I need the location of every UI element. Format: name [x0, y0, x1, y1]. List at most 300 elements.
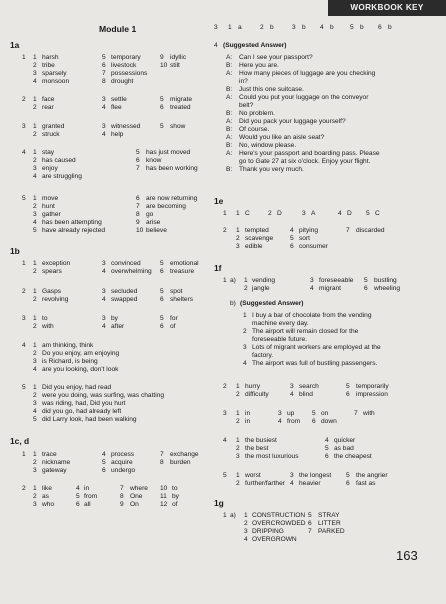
- ex-1f-4-cell: the busiest: [245, 437, 277, 444]
- ex-1f-1-number: 1: [223, 277, 227, 284]
- ex-1f-4-cell: 1: [236, 437, 240, 444]
- ex-1f-1b-item-text: factory.: [252, 352, 274, 359]
- ex-1a-2-cell: 6: [160, 104, 164, 111]
- ex-1b-2-cell: 3: [102, 288, 106, 295]
- ex-1a-5-cell: 4: [33, 219, 37, 226]
- dialogue-speaker: A:: [226, 54, 233, 61]
- ex-1a-2-number: 2: [22, 96, 26, 103]
- ex-1a-1-cell: stilt: [170, 62, 180, 69]
- ex-1cd-1-cell: 4: [102, 451, 106, 458]
- dialogue-line: Can I see your passport?: [239, 54, 313, 61]
- ex-1cd-1-number: 1: [22, 451, 26, 458]
- ex-1a-3-cell: help: [111, 131, 124, 138]
- ex-1f-5-cell: the angrier: [356, 472, 388, 479]
- ex-1f-5-number: 5: [223, 472, 227, 479]
- ex-1b-5-cell: 5: [33, 416, 37, 423]
- ex-1a-5-cell: 2: [33, 203, 37, 210]
- ex-1f-3-cell: in: [245, 418, 251, 425]
- dialogue-line: Here you are.: [239, 62, 279, 69]
- ex-1b-2-cell: 1: [33, 288, 37, 295]
- ex-1a-1-cell: possessions: [111, 70, 148, 77]
- ex-1f-1a-part: a): [230, 277, 236, 284]
- ex-1b-2-cell: secluded: [111, 288, 138, 295]
- ex-1a-2-cell: 2: [33, 104, 37, 111]
- ex-1a-1-cell: monsoon: [42, 78, 70, 85]
- ex-1f-1b-item-number: 3: [243, 344, 247, 351]
- ex-1a-2-cell: 4: [102, 104, 106, 111]
- ex-1cd-2-cell: to: [172, 485, 178, 492]
- ex-right-3-cell: b: [270, 24, 274, 31]
- ex-1b-1-cell: emotional: [170, 260, 199, 267]
- ex-1cd-2-cell: 5: [76, 493, 80, 500]
- ex-1a-5-cell: 8: [136, 211, 140, 218]
- ex-1cd-1-cell: 8: [160, 459, 164, 466]
- ex-1f-1a-cell: 5: [364, 277, 368, 284]
- ex-1cd-2-cell: of: [172, 501, 178, 508]
- ex-1cd-1-cell: acquire: [111, 459, 133, 466]
- ex-1a-1-number: 1: [22, 54, 26, 61]
- ex-right-3-cell: b: [302, 24, 306, 31]
- ex-1cd-2-cell: 1: [33, 485, 37, 492]
- ex-1e-2-cell: scavenge: [245, 235, 274, 242]
- ex-1f-2-cell: blind: [299, 391, 313, 398]
- ex-1a-2-cell: migrate: [170, 96, 192, 103]
- ex-1cd-1-cell: burden: [170, 459, 191, 466]
- ex-1f-4-cell: the most luxurious: [245, 453, 299, 460]
- ex-right-4-heading: (Suggested Answer): [223, 42, 287, 49]
- ex-1b-5-cell: 1: [33, 384, 37, 391]
- ex-1f-3-cell: 7: [354, 410, 358, 417]
- ex-1a-2-cell: 3: [102, 96, 106, 103]
- ex-1cd-2-cell: from: [84, 493, 98, 500]
- ex-1b-1-cell: 2: [33, 268, 37, 275]
- ex-1b-3-cell: 4: [102, 323, 106, 330]
- ex-1g-1-cell: 5: [308, 512, 312, 519]
- ex-1f-4-cell: 6: [325, 453, 329, 460]
- ex-1e-2-cell: tempted: [245, 227, 269, 234]
- ex-1b-3-cell: for: [170, 315, 178, 322]
- ex-1f-1b-item-text: The airport was full of bustling passengers.: [252, 360, 378, 367]
- ex-1f-2-cell: 6: [346, 391, 350, 398]
- ex-1f-5-cell: 3: [290, 472, 294, 479]
- ex-1b-3-cell: with: [42, 323, 54, 330]
- ex-right-3-cell: a: [238, 24, 242, 31]
- dialogue-speaker: A:: [226, 118, 233, 125]
- ex-1a-4-cell: 6: [136, 157, 140, 164]
- ex-1a-2-cell: face: [42, 96, 55, 103]
- ex-1a-1-cell: 1: [33, 54, 37, 61]
- ex-right-3-cell: 4: [320, 24, 324, 31]
- ex-1b-5-cell: did Larry look, had been walking: [42, 416, 137, 423]
- ex-1a-5-cell: 1: [33, 195, 37, 202]
- ex-right-3-cell: 1: [228, 24, 232, 31]
- ex-right-3-cell: b: [330, 24, 334, 31]
- ex-1a-4-cell: has caused: [42, 157, 76, 164]
- ex-1f-3-cell: on: [321, 410, 329, 417]
- ex-1b-4-cell: is Richard, is being: [42, 358, 98, 365]
- ex-1a-3-cell: 4: [102, 131, 106, 138]
- ex-1a-4-cell: know: [146, 157, 162, 164]
- ex-1f-3-cell: 1: [236, 410, 240, 417]
- ex-1b-2-cell: 2: [33, 296, 37, 303]
- ex-1a-3-number: 3: [22, 123, 26, 130]
- ex-1a-2-cell: settle: [111, 96, 127, 103]
- ex-1cd-1-cell: 6: [102, 467, 106, 474]
- ex-1f-5-cell: further/farther: [245, 480, 285, 487]
- ex-1a-5-cell: 7: [136, 203, 140, 210]
- ex-1b-1-cell: spears: [42, 268, 62, 275]
- ex-1g-1-cell: LITTER: [318, 520, 341, 527]
- ex-1b-1-cell: 5: [160, 260, 164, 267]
- dialogue-line: in?: [239, 78, 248, 85]
- ex-1b-4-cell: Do you enjoy, am enjoying: [42, 350, 120, 357]
- ex-1f-2-cell: 1: [236, 383, 240, 390]
- dialogue-speaker: A:: [226, 94, 233, 101]
- ex-1a-3-cell: granted: [42, 123, 65, 130]
- ex-1a-5-cell: hunt: [42, 203, 55, 210]
- ex-1a-1-cell: sparsely: [42, 70, 67, 77]
- dialogue-speaker: B:: [226, 142, 233, 149]
- ex-1b-5-cell: Did you enjoy, had read: [42, 384, 112, 391]
- ex-1cd-2-cell: One: [130, 493, 143, 500]
- ex-1f-2-cell: difficulty: [245, 391, 269, 398]
- ex-1cd-2-cell: On: [130, 501, 139, 508]
- ex-1b-4-cell: 3: [33, 358, 37, 365]
- ex-1a-4-cell: 7: [136, 165, 140, 172]
- ex-1b-1-cell: 4: [102, 268, 106, 275]
- ex-1f-1b-item-text: foreseeable future.: [252, 336, 307, 343]
- dialogue-line: Of course.: [239, 126, 270, 133]
- ex-1g-1-cell: 1: [244, 512, 248, 519]
- ex-1b-2-cell: 5: [160, 288, 164, 295]
- ex-1cd-2-cell: where: [130, 485, 148, 492]
- ex-1b-3-number: 3: [22, 315, 26, 322]
- ex-1b-1-cell: 3: [102, 260, 106, 267]
- ex-1f-4-number: 4: [223, 437, 227, 444]
- ex-1g-1-cell: OVERGROWN: [252, 536, 297, 543]
- ex-1e-2-cell: 2: [236, 235, 240, 242]
- ex-1f-5-cell: fast as: [356, 480, 376, 487]
- ex-1g-1-cell: 4: [244, 536, 248, 543]
- ex-1g-1-cell: CONSTRUCTION: [252, 512, 306, 519]
- ex-1a-5-cell: has been attempting: [42, 219, 102, 226]
- ex-1b-2-cell: spot: [170, 288, 183, 295]
- dialogue-speaker: B:: [226, 110, 233, 117]
- ex-1f-1a-cell: 6: [364, 285, 368, 292]
- dialogue-line: Did you pack your luggage yourself?: [239, 118, 346, 125]
- ex-1a-1-cell: 2: [33, 62, 37, 69]
- ex-1a-4-cell: stay: [42, 149, 55, 156]
- ex-1a-5-cell: 10: [136, 227, 144, 234]
- ex-1f-5-cell: worst: [245, 472, 261, 479]
- ex-1a-1-cell: 5: [102, 54, 106, 61]
- ex-1f-3-cell: 6: [312, 418, 316, 425]
- ex-1f-3-number: 3: [223, 410, 227, 417]
- ex-1e-1-cell: C: [375, 210, 380, 217]
- ex-1b-3-cell: 2: [33, 323, 37, 330]
- ex-1a-5-cell: move: [42, 195, 59, 202]
- ex-1e-2-number: 2: [223, 227, 227, 234]
- ex-1a-5-number: 5: [22, 195, 26, 202]
- ex-1cd-2-cell: 4: [76, 485, 80, 492]
- ex-1f-1b-item-text: machine every day.: [252, 320, 309, 327]
- ex-1cd-2-cell: as: [42, 493, 49, 500]
- ex-1f-2-cell: 3: [290, 383, 294, 390]
- ex-1b-4-cell: 4: [33, 366, 37, 373]
- ex-1f-1b-item-text: I buy a bar of chocolate from the vending: [252, 312, 372, 319]
- ex-1a-4-cell: 2: [33, 157, 37, 164]
- ex-right-3-cell: 2: [260, 24, 264, 31]
- dialogue-speaker: B:: [226, 166, 233, 173]
- ex-1a-4-cell: 3: [33, 165, 37, 172]
- ex-1f-1b-item-text: Lots of migrant workers are employed at the: [252, 344, 381, 351]
- ex-1b-4-cell: 2: [33, 350, 37, 357]
- ex-1b-1-cell: treasure: [170, 268, 195, 275]
- ex-1f-1a-cell: 1: [244, 277, 248, 284]
- ex-1g-1-part: a): [230, 512, 236, 519]
- ex-1a-4-number: 4: [22, 149, 26, 156]
- ex-1g-1-cell: DRIPPING: [252, 528, 284, 535]
- dialogue-line: go to Gate 27 at six o'clock. Enjoy your flight.: [239, 158, 371, 165]
- dialogue-speaker: A:: [226, 70, 233, 77]
- ex-1a-1-cell: 7: [102, 70, 106, 77]
- ex-1e-2-cell: sort: [299, 235, 310, 242]
- ex-1cd-2-cell: 2: [33, 493, 37, 500]
- ex-right-3-number: 3: [214, 24, 218, 31]
- ex-right-3-cell: 3: [292, 24, 296, 31]
- ex-1g-1-cell: OVERCROWDED: [252, 520, 306, 527]
- ex-1f-1a-cell: bustling: [374, 277, 397, 284]
- ex-1b-5-cell: was riding, had, Did you hurt: [42, 400, 126, 407]
- ex-1a-4-cell: 5: [136, 149, 140, 156]
- ex-1a-3-cell: 3: [102, 123, 106, 130]
- ex-1b-4-number: 4: [22, 342, 26, 349]
- ex-1f-1b-item-number: 2: [243, 328, 247, 335]
- ex-1b-5-cell: 3: [33, 400, 37, 407]
- ex-1b-2-cell: Gasps: [42, 288, 62, 295]
- ex-1a-1-cell: harsh: [42, 54, 59, 61]
- ex-1f-5-cell: 6: [346, 480, 350, 487]
- ex-1e-2-cell: discarded: [356, 227, 385, 234]
- ex-1f-1a-cell: 2: [244, 285, 248, 292]
- ex-1g-1-cell: STRAY: [318, 512, 340, 519]
- ex-1cd-1-cell: 1: [33, 451, 37, 458]
- ex-1b-3-cell: 5: [160, 315, 164, 322]
- ex-1f-1b-heading: (Suggested Answer): [240, 300, 304, 307]
- ex-1a-4-cell: are struggling: [42, 173, 82, 180]
- ex-1b-1-cell: convinced: [111, 260, 141, 267]
- ex-1b-3-cell: of: [170, 323, 176, 330]
- ex-1cd-1-cell: nickname: [42, 459, 71, 466]
- ex-1e-2-cell: 4: [290, 227, 294, 234]
- ex-1f-3-cell: up: [287, 410, 295, 417]
- ex-1f-3-cell: 3: [278, 410, 282, 417]
- ex-right-3-cell: 6: [378, 24, 382, 31]
- ex-1cd-2-cell: by: [172, 493, 179, 500]
- ex-1f-4-cell: 3: [236, 453, 240, 460]
- ex-1a-5-cell: 6: [136, 195, 140, 202]
- ex-1f-1b-part: b): [230, 300, 236, 307]
- ex-1cd-2-cell: in: [84, 485, 90, 492]
- ex-1a-1-cell: temporary: [111, 54, 141, 61]
- ex-1e-1-cell: D: [277, 210, 282, 217]
- dialogue-speaker: A:: [226, 134, 233, 141]
- ex-1f-4-cell: 4: [325, 437, 329, 444]
- ex-1a-1-cell: drought: [111, 78, 134, 85]
- ex-1a-3-cell: struck: [42, 131, 60, 138]
- ex-1e-2-cell: 6: [290, 243, 294, 250]
- ex-1e-1-cell: 1: [236, 210, 240, 217]
- ex-1b-5-number: 5: [22, 384, 26, 391]
- ex-1a-1-cell: tribe: [42, 62, 55, 69]
- ex-1f-1a-cell: vending: [252, 277, 276, 284]
- ex-1f-1a-cell: migrant: [319, 285, 341, 292]
- ex-1cd-1-cell: 3: [33, 467, 37, 474]
- ex-1a-5-cell: believe: [146, 227, 167, 234]
- ex-1b-3-cell: 1: [33, 315, 37, 322]
- ex-1cd-2-cell: 9: [120, 501, 124, 508]
- ex-1e-1-cell: 5: [366, 210, 370, 217]
- section-1a-label: 1a: [10, 40, 20, 50]
- ex-1g-1-cell: 3: [244, 528, 248, 535]
- ex-1e-2-cell: 3: [236, 243, 240, 250]
- ex-1f-2-cell: 4: [290, 391, 294, 398]
- dialogue-line: How many pieces of luggage are you checking: [239, 70, 376, 77]
- ex-1f-5-cell: 4: [290, 480, 294, 487]
- ex-1f-2-number: 2: [223, 383, 227, 390]
- ex-1f-3-cell: down: [321, 418, 337, 425]
- ex-1b-3-cell: by: [111, 315, 118, 322]
- ex-1a-5-cell: 9: [136, 219, 140, 226]
- ex-1f-1a-cell: foreseeable: [319, 277, 354, 284]
- ex-1cd-2-cell: like: [42, 485, 52, 492]
- section-1b-label: 1b: [10, 246, 20, 256]
- ex-1cd-1-cell: 2: [33, 459, 37, 466]
- dialogue-line: belt?: [239, 102, 254, 109]
- ex-1e-1-cell: D: [347, 210, 352, 217]
- ex-1f-1a-cell: 4: [310, 285, 314, 292]
- ex-1f-4-cell: as bad: [334, 445, 354, 452]
- ex-1a-1-cell: 9: [160, 54, 164, 61]
- ex-1a-1-cell: 6: [102, 62, 106, 69]
- ex-right-3-cell: 5: [350, 24, 354, 31]
- ex-1cd-2-cell: who: [42, 501, 55, 508]
- ex-1f-4-cell: 2: [236, 445, 240, 452]
- ex-1f-5-cell: heavier: [299, 480, 321, 487]
- ex-1g-1-cell: PARKED: [318, 528, 345, 535]
- ex-1b-1-cell: overwhelming: [111, 268, 152, 275]
- dialogue-line: Could you put your luggage on the conveyor: [239, 94, 369, 101]
- ex-1a-2-cell: 5: [160, 96, 164, 103]
- dialogue-speaker: B:: [226, 126, 233, 133]
- ex-1a-2-cell: treated: [170, 104, 191, 111]
- ex-1a-5-cell: are becoming: [146, 203, 186, 210]
- ex-1b-4-cell: are you looking, don't look: [42, 366, 119, 373]
- ex-1a-5-cell: have already rejected: [42, 227, 106, 234]
- ex-right-4-number: 4: [214, 42, 218, 49]
- ex-1b-2-cell: swapped: [111, 296, 138, 303]
- ex-1a-5-cell: go: [146, 211, 154, 218]
- ex-1f-3-cell: 5: [312, 410, 316, 417]
- ex-1cd-2-cell: all: [84, 501, 91, 508]
- ex-1a-3-cell: show: [170, 123, 186, 130]
- ex-1a-4-cell: enjoy: [42, 165, 58, 172]
- ex-1f-2-cell: impression: [356, 391, 388, 398]
- ex-1e-1-cell: 4: [338, 210, 342, 217]
- ex-1f-3-cell: in: [245, 410, 251, 417]
- ex-1cd-2-cell: 3: [33, 501, 37, 508]
- ex-1f-1a-cell: jangle: [252, 285, 270, 292]
- ex-1b-2-number: 2: [22, 288, 26, 295]
- ex-1a-1-cell: 10: [160, 62, 168, 69]
- ex-1cd-1-cell: exchange: [170, 451, 199, 458]
- ex-1f-4-cell: 5: [325, 445, 329, 452]
- ex-1f-1a-cell: 3: [310, 277, 314, 284]
- ex-1a-5-cell: gather: [42, 211, 61, 218]
- ex-1cd-2-number: 2: [22, 485, 26, 492]
- ex-1b-5-cell: did you go, had already left: [42, 408, 122, 415]
- ex-1e-1-cell: 3: [302, 210, 306, 217]
- dialogue-line: No, window please.: [239, 142, 297, 149]
- ex-1b-3-cell: to: [42, 315, 48, 322]
- page-number: 163: [396, 548, 418, 563]
- ex-1cd-1-cell: trace: [42, 451, 57, 458]
- ex-1f-3-cell: 4: [278, 418, 282, 425]
- ex-1e-1-cell: 2: [268, 210, 272, 217]
- ex-1e-1-cell: A: [311, 210, 316, 217]
- ex-1b-2-cell: 4: [102, 296, 106, 303]
- ex-1b-5-cell: were you doing, was surfing, was chatting: [42, 392, 165, 399]
- ex-1a-1-cell: 4: [33, 78, 37, 85]
- ex-1cd-1-cell: gateway: [42, 467, 67, 474]
- ex-1f-4-cell: quicker: [334, 437, 356, 444]
- ex-1a-1-cell: 3: [33, 70, 37, 77]
- ex-right-3-cell: b: [360, 24, 364, 31]
- ex-1cd-2-cell: 7: [120, 485, 124, 492]
- workbook-key-header: WORKBOOK KEY: [328, 0, 446, 16]
- ex-1b-1-cell: exception: [42, 260, 71, 267]
- ex-1b-3-cell: after: [111, 323, 125, 330]
- ex-1f-1b-item-number: 4: [243, 360, 247, 367]
- ex-1b-3-cell: 6: [160, 323, 164, 330]
- ex-1g-1-number: 1: [223, 512, 227, 519]
- ex-1e-2-cell: 7: [346, 227, 350, 234]
- ex-1f-2-cell: hurry: [245, 383, 261, 390]
- dialogue-line: Thank you very much.: [239, 166, 304, 173]
- ex-1e-2-cell: 5: [290, 235, 294, 242]
- ex-1a-1-cell: livestock: [111, 62, 137, 69]
- ex-1a-5-cell: arise: [146, 219, 161, 226]
- ex-1a-4-cell: 1: [33, 149, 37, 156]
- ex-1cd-2-cell: 6: [76, 501, 80, 508]
- ex-1a-2-cell: 1: [33, 96, 37, 103]
- ex-1cd-2-cell: 11: [160, 493, 167, 500]
- ex-1f-1b-item-text: The airport will remain closed for the: [252, 328, 359, 335]
- dialogue-line: Just this one suitcase.: [239, 86, 304, 93]
- ex-1f-3-cell: from: [287, 418, 301, 425]
- ex-1a-5-cell: 3: [33, 211, 37, 218]
- dialogue-speaker: B:: [226, 86, 233, 93]
- ex-1b-4-cell: am thinking, think: [42, 342, 94, 349]
- ex-1b-5-cell: 2: [33, 392, 37, 399]
- ex-1f-5-cell: 1: [236, 472, 240, 479]
- ex-1g-1-cell: 2: [244, 520, 248, 527]
- section-1cd-label: 1c, d: [10, 436, 30, 446]
- ex-1b-1-cell: 6: [160, 268, 164, 275]
- ex-1b-3-cell: 3: [102, 315, 106, 322]
- dialogue-line: No problem.: [239, 110, 275, 117]
- ex-right-3-cell: b: [388, 24, 392, 31]
